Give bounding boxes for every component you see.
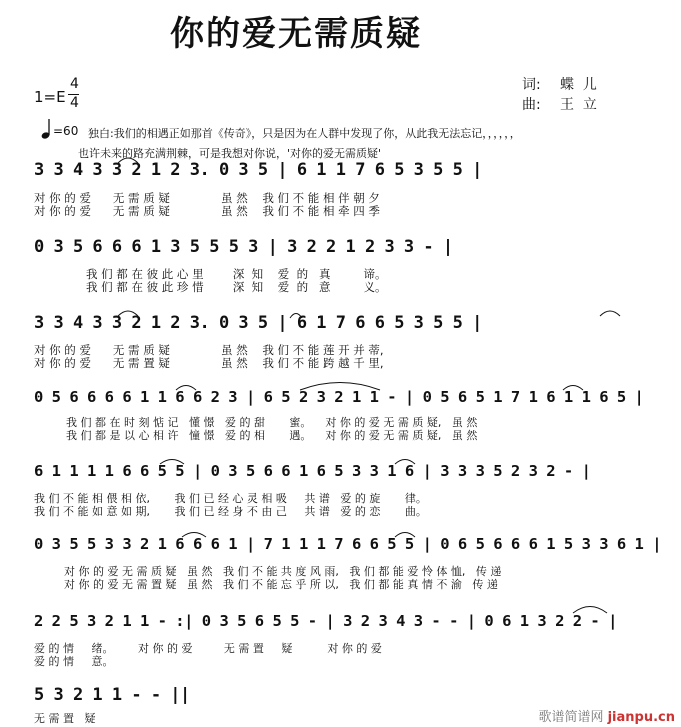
notation-row-1: 3 3 4 3 3 2 1 2 3. 0 3 5 | 6 1 1 7 6 5 3 5 5 | bbox=[34, 160, 482, 180]
lyricist-name: 蝶 儿 bbox=[560, 77, 597, 93]
site-watermark bbox=[538, 706, 675, 725]
key-signature: 1=E bbox=[34, 88, 66, 106]
notation-row-3: 3 3 4 3 3 2 1 2 3. 0 3 5 | 6 1 7 6 6 5 3 5 5 | bbox=[34, 313, 482, 333]
lyric-row-1-verse2: 对 你 的 爱 无 需 质 疑 虽 然 我 们 不 能 相 牵 四 季 bbox=[34, 204, 380, 218]
notation-row-8: 5 3 2 1 1 - - || bbox=[34, 685, 190, 705]
quarter-note-icon bbox=[40, 118, 52, 144]
lyric-row-7-verse2: 爱 的 情 意。 bbox=[34, 655, 114, 668]
lyric-row-5-verse1: 我 们 不 能 相 偎 相 依, 我 们 已 经 心 灵 相 吸 共 谱 爱 的 旋 律。 bbox=[34, 492, 427, 505]
lyricist-label: 词: bbox=[522, 77, 541, 93]
lyric-row-8-verse1: 无 需 置 疑 bbox=[34, 712, 96, 725]
composer-name: 王 立 bbox=[560, 97, 597, 113]
lyric-row-3-verse2: 对 你 的 爱 无 需 置 疑 虽 然 我 们 不 能 跨 越 千 里, bbox=[34, 356, 384, 370]
lyric-row-3-verse1: 对 你 的 爱 无 需 质 疑 虽 然 我 们 不 能 莲 开 并 蒂, bbox=[34, 343, 384, 357]
lyric-row-1-verse1: 对 你 的 爱 无 需 质 疑 虽 然 我 们 不 能 相 伴 朝 夕 bbox=[34, 191, 380, 205]
lyric-row-6-verse2: 对 你 的 爱 无 需 置 疑 虽 然 我 们 不 能 忘 乎 所 以, 我 们 都 能 真 情 不 渝 传 递 bbox=[64, 578, 498, 591]
lyric-row-5-verse2: 我 们 不 能 如 意 如 期, 我 们 已 经 身 不 由 己 共 谱 爱 的 恋 曲。 bbox=[34, 505, 427, 518]
watermark-brand: jianpu.cn bbox=[607, 710, 675, 725]
intro-monologue-line2: 也许未来的路充满荆棘，可是我想对你说，'对你的爱无需质疑' bbox=[78, 147, 382, 160]
lyric-row-7-verse1: 爱 的 情 绪。 对 你 的 爱 无 需 置 疑 对 你 的 爱 bbox=[34, 642, 382, 655]
time-signature-bottom: 4 bbox=[70, 95, 79, 111]
lyric-row-2-verse2: 我 们 都 在 彼 此 珍 惜 深 知 爱 的 意 义。 bbox=[86, 280, 387, 294]
lyric-row-6-verse1: 对 你 的 爱 无 需 质 疑 虽 然 我 们 不 能 共 度 风 雨, 我 们 都 能 爱 怜 体 恤, 传 递 bbox=[64, 565, 502, 578]
lyric-row-4-verse1: 我 们 都 在 时 刻 惦 记 懂 憬 爱 的 甜 蜜。 对 你 的 爱 无 需 质 疑, 虽 然 bbox=[66, 416, 478, 429]
notation-row-2: 0 3 5 6 6 6 1 3 5 5 5 3 | 3 2 2 1 2 3 3 - | bbox=[34, 237, 453, 257]
watermark-site: 歌谱简谱网 bbox=[538, 710, 604, 725]
song-title: 你的爱无需质疑 bbox=[170, 14, 422, 54]
tempo-marking: =60 bbox=[53, 124, 79, 138]
composer-label: 曲: bbox=[522, 97, 541, 113]
lyric-row-2-verse1: 我 们 都 在 彼 此 心 里 深 知 爱 的 真 谛。 bbox=[86, 267, 387, 281]
notation-row-7: 2 2 5 3 2 1 1 - :| 0 3 5 6 5 5 - | 3 2 3 4 3 - - | 0 6 1 3 2 2 - | bbox=[34, 612, 617, 630]
intro-monologue-line1: 独白:我们的相遇正如那首《传奇》，只是因为在人群中发现了你，从此我无法忘记，，，，，， bbox=[88, 127, 521, 140]
notation-row-5: 6 1 1 1 1 6 6 5 5 | 0 3 5 6 6 1 6 5 3 3 1 6 | 3 3 3 5 2 3 2 - | bbox=[34, 462, 591, 480]
time-signature-top: 4 bbox=[70, 76, 79, 92]
notation-row-4: 0 5 6 6 6 6 1 1 6 6 2 3 | 6 5 2 3 2 1 1 - | 0 5 6 5 1 7 1 6 1 1 6 5 | bbox=[34, 388, 644, 406]
notation-row-6: 0 3 5 5 3 3 2 1 6 6 6 1 | 7 1 1 1 7 6 6 5 5 | 0 6 5 6 6 6 1 5 3 3 6 1 | bbox=[34, 535, 662, 553]
lyric-row-4-verse2: 我 们 都 是 以 心 相 许 憧 憬 爱 的 相 遇。 对 你 的 爱 无 需 质 疑, 虽 然 bbox=[66, 429, 478, 442]
